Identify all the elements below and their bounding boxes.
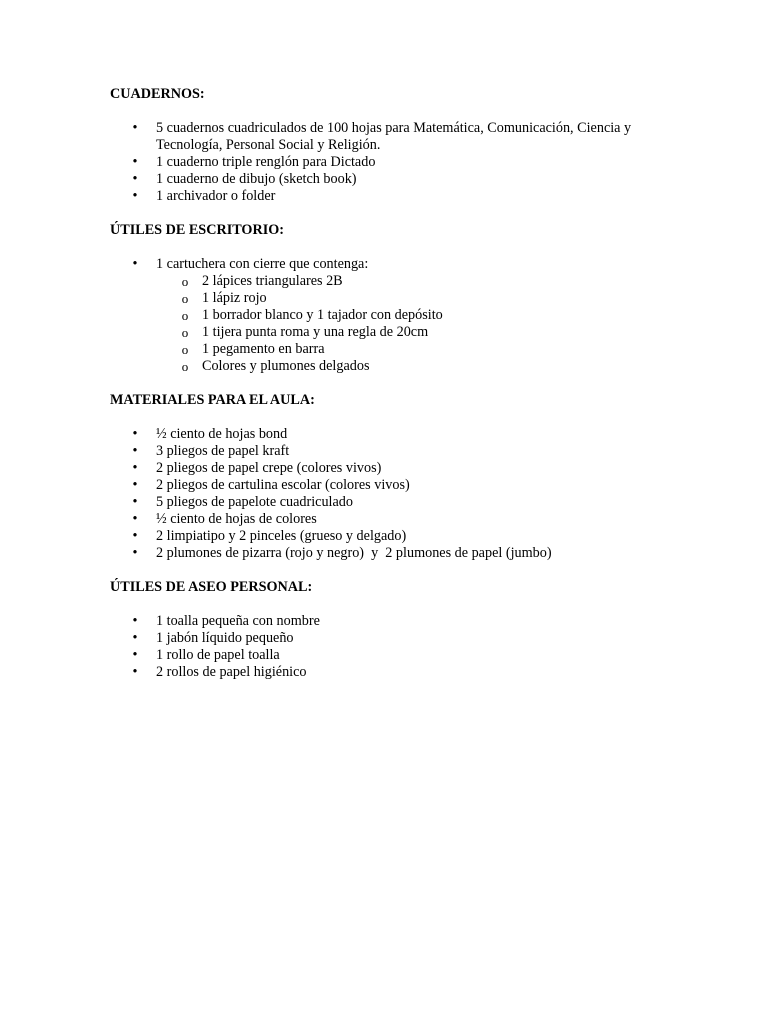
list-item [110, 511, 670, 528]
list-item-text: 5 pliegos de papelote cuadriculado [156, 494, 353, 510]
sublist-item-text: 1 tijera punta roma y una regla de 20cm [202, 324, 429, 340]
circle-bullet-icon: o [181, 291, 189, 306]
bullet-icon: • [132, 460, 138, 476]
list-item-text: 1 jabón líquido pequeño [156, 630, 294, 646]
list-item [110, 613, 670, 630]
circle-bullet-icon: o [181, 359, 189, 374]
circle-bullet-icon: o [181, 342, 189, 357]
list-item [110, 460, 670, 477]
sublist-cartuchera [156, 273, 670, 375]
bullet-icon: • [132, 528, 138, 544]
list-item-text: 2 pliegos de cartulina escolar (colores vivos) [156, 477, 410, 493]
bullet-icon: • [132, 120, 138, 136]
list-item-text: 5 cuadernos cuadriculados de 100 hojas para Matemática, Comunicación, Ciencia y Tecnología, Personal Social y Religión. [156, 120, 635, 153]
bullet-icon: • [132, 647, 138, 663]
circle-bullet-icon: o [181, 274, 189, 289]
section-heading-utiles-escritorio: ÚTILES DE ESCRITORIO: [110, 222, 284, 238]
bullet-icon: • [132, 188, 138, 204]
bullet-icon: • [132, 477, 138, 493]
bullet-icon: • [132, 426, 138, 442]
circle-bullet-icon: o [181, 325, 189, 340]
list-item [110, 426, 670, 443]
list-item [110, 545, 670, 562]
list-item [110, 494, 670, 511]
bullet-icon: • [132, 154, 138, 170]
list-aseo-personal [110, 613, 670, 681]
sublist-item-text: Colores y plumones delgados [202, 358, 370, 374]
bullet-icon: • [132, 443, 138, 459]
list-item [110, 647, 670, 664]
bullet-icon: • [132, 511, 138, 527]
list-item-text: ½ ciento de hojas bond [156, 426, 288, 442]
sublist-item [156, 273, 670, 290]
sublist-item-text: 1 lápiz rojo [202, 290, 267, 306]
list-item-text: 2 pliegos de papel crepe (colores vivos) [156, 460, 382, 476]
sublist-item [156, 307, 670, 324]
list-item [110, 171, 670, 188]
sublist-item [156, 290, 670, 307]
bullet-icon: • [132, 545, 138, 561]
section-heading-aseo-personal: ÚTILES DE ASEO PERSONAL: [110, 579, 313, 595]
document-content [110, 86, 670, 681]
sublist-item-text: 1 borrador blanco y 1 tajador con depósito [202, 307, 443, 323]
sublist-item-text: 2 lápices triangulares 2B [202, 273, 343, 289]
list-item-text: 2 plumones de pizarra (rojo y negro) y 2 plumones de papel (jumbo) [156, 545, 552, 561]
list-utiles-escritorio [110, 256, 670, 375]
list-item [110, 477, 670, 494]
list-item-text: 3 pliegos de papel kraft [156, 443, 290, 459]
sublist-item [156, 324, 670, 341]
circle-bullet-icon: o [181, 308, 189, 323]
list-item-text: 1 archivador o folder [156, 188, 276, 204]
list-item [110, 120, 670, 154]
list-item-text: ½ ciento de hojas de colores [156, 511, 317, 527]
list-cuadernos [110, 120, 670, 205]
list-item-text: 2 limpiatipo y 2 pinceles (grueso y delgado) [156, 528, 407, 544]
bullet-icon: • [132, 613, 138, 629]
list-item-text: 1 toalla pequeña con nombre [156, 613, 320, 629]
section-heading-cuadernos: CUADERNOS: [110, 86, 205, 102]
section-heading-materiales-aula: MATERIALES PARA EL AULA: [110, 392, 315, 408]
list-item [110, 664, 670, 681]
bullet-icon: • [132, 494, 138, 510]
list-item [110, 528, 670, 545]
list-item-text: 1 cartuchera con cierre que contenga: [156, 256, 369, 272]
list-item [110, 443, 670, 460]
list-item-text: 1 cuaderno triple renglón para Dictado [156, 154, 376, 170]
bullet-icon: • [132, 630, 138, 646]
list-materiales-aula [110, 426, 670, 562]
bullet-icon: • [132, 664, 138, 680]
list-item [110, 188, 670, 205]
bullet-icon: • [132, 171, 138, 187]
sublist-item-text: 1 pegamento en barra [202, 341, 325, 357]
list-item-text: 1 rollo de papel toalla [156, 647, 280, 663]
list-item [110, 154, 670, 171]
list-item-text: 2 rollos de papel higiénico [156, 664, 307, 680]
list-item-text: 1 cuaderno de dibujo (sketch book) [156, 171, 357, 187]
list-item [110, 256, 670, 375]
sublist-item [156, 358, 670, 375]
list-item [110, 630, 670, 647]
bullet-icon: • [132, 256, 138, 272]
sublist-item [156, 341, 670, 358]
